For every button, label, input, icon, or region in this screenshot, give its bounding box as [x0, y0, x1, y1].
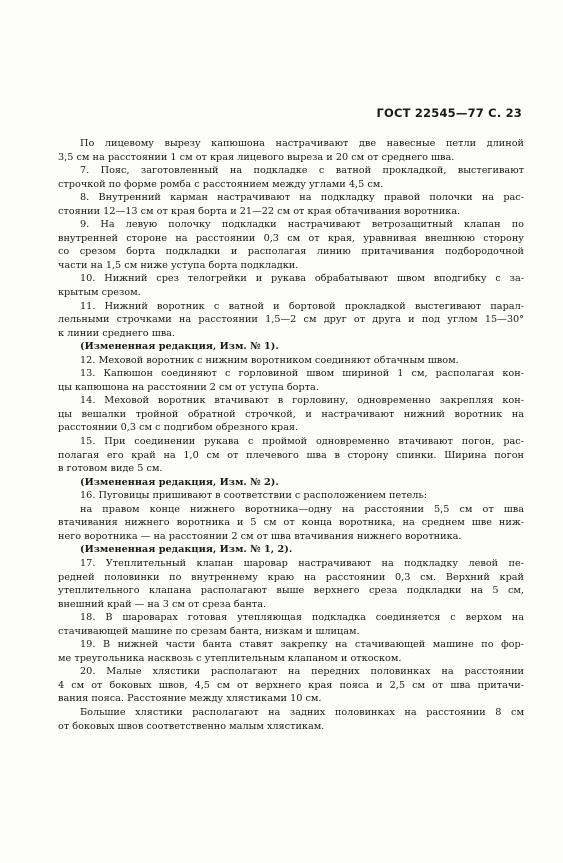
text-line: цы капюшона на расстоянии 2 см от уступа борта. [58, 381, 319, 393]
amendment-note-line: (Измененная редакция, Изм. № 1, 2). [80, 544, 293, 556]
text-line: в готовом виде 5 см. [58, 463, 163, 475]
text-line: части на 1,5 см ниже уступа борта подкладки. [58, 259, 299, 271]
text-line: цы вешалки тройной обратной строчкой, и настрачивают нижний воротник на [58, 408, 524, 420]
text-line: строчкой по форме ромба с расстоянием между углами 4,5 см. [58, 178, 384, 190]
text-line: 18. В шароварах готовая утепляющая подкладка соединяется с верхом на [80, 612, 524, 624]
text-line: него воротника — на расстоянии 2 см от шва втачивания нижнего воротника. [58, 530, 462, 542]
text-line: ме треугольника насквозь с утеплительным клапаном и откоском. [58, 652, 402, 664]
text-line: внутренней стороне на расстоянии 0,3 см от края, уравнивая внешнюю сторону [58, 232, 524, 244]
text-line: утеплительного клапана располагают выше верхнего среза подкладки на 5 см, [58, 585, 524, 597]
text-line: полагая его край на 1,0 см от плечевого шва в сторону спинки. Ширина погон [58, 449, 524, 461]
text-line: Большие хлястики располагают на задних половинках на расстоянии 8 см [80, 706, 524, 718]
page-header: ГОСТ 22545—77 С. 23 [376, 106, 522, 120]
text-line: внешний край — на 3 см от среза банта. [58, 598, 267, 610]
document-body [58, 137, 524, 733]
text-line: 11. Нижний воротник с ватной и бортовой прокладкой выстегивают парал- [80, 300, 524, 312]
text-line: 9. На левую полочку подкладки настрачивают ветрозащитный клапан по [80, 219, 524, 231]
text-line: втачивания нижнего воротника и 5 см от конца воротника, на среднем шве ниж- [58, 517, 524, 529]
text-line: стачивающей машине по срезам банта, низкам и шлицам. [58, 625, 360, 637]
text-line: 15. При соединении рукава с проймой одновременно втачивают погон, рас- [80, 436, 524, 448]
text-line: лельными строчками на расстоянии 1,5—2 см друг от друга и под углом 15—30° [58, 314, 524, 326]
text-line: от боковых швов соответственно малым хлястикам. [58, 720, 325, 732]
text-line: 4 см от боковых швов, 4,5 см от верхнего края пояса и 2,5 см от шва притачи- [58, 679, 524, 691]
text-line: 16. Пуговицы пришивают в соответствии с расположением петель: [80, 490, 427, 502]
text-line: 17. Утеплительный клапан шаровар настрачивают на подкладку левой пе- [80, 557, 524, 569]
text-line: на правом конце нижнего воротника—одну на расстоянии 5,5 см от шва [80, 503, 524, 515]
text-line: к линии среднего шва. [58, 327, 176, 339]
amendment-note-line: (Измененная редакция, Изм. № 2). [80, 476, 279, 488]
text-line: стоянии 12—13 см от края борта и 21—22 см от края обтачивания воротника. [58, 205, 461, 217]
text-line: 8. Внутренний карман настрачивают на подкладку правой полочки на рас- [80, 192, 524, 204]
text-line: 19. В нижней части банта ставят закрепку на стачивающей машине по фор- [80, 639, 524, 651]
text-line: со срезом борта подкладки и располагая линию притачивания подбородочной [58, 246, 524, 258]
text-line: вания пояса. Расстояние между хлястиками 10 см. [58, 693, 322, 705]
text-line: 20. Малые хлястики располагают на передних половинках на расстоянии [80, 666, 524, 678]
text-line: 10. Нижний срез телогрейки и рукава обрабатывают швом вподгибку с за- [80, 273, 524, 285]
text-line: 13. Капюшон соединяют с горловиной швом шириной 1 см, располагая кон- [80, 368, 524, 380]
text-line: редней половинки по внутреннему краю на расстоянии 0,3 см. Верхний край [58, 571, 524, 583]
text-line: крытым срезом. [58, 287, 141, 299]
text-line: 3,5 см на расстоянии 1 см от края лицевого выреза и 20 см от среднего шва. [58, 151, 455, 163]
text-line: 14. Меховой воротник втачивают в горловину, одновременно закрепляя кон- [80, 395, 524, 407]
text-line: По лицевому вырезу капюшона настрачивают две навесные петли длиной [80, 138, 524, 149]
amendment-note-line: (Измененная редакция, Изм. № 1). [80, 341, 279, 353]
text-line: 12. Меховой воротник с нижним воротником соединяют обтачным швом. [80, 354, 459, 366]
text-line: 7. Пояс, заготовленный на подкладке с ватной прокладкой, выстегивают [80, 165, 524, 177]
text-line: расстоянии 0,3 см с подгибом обрезного края. [58, 422, 299, 434]
